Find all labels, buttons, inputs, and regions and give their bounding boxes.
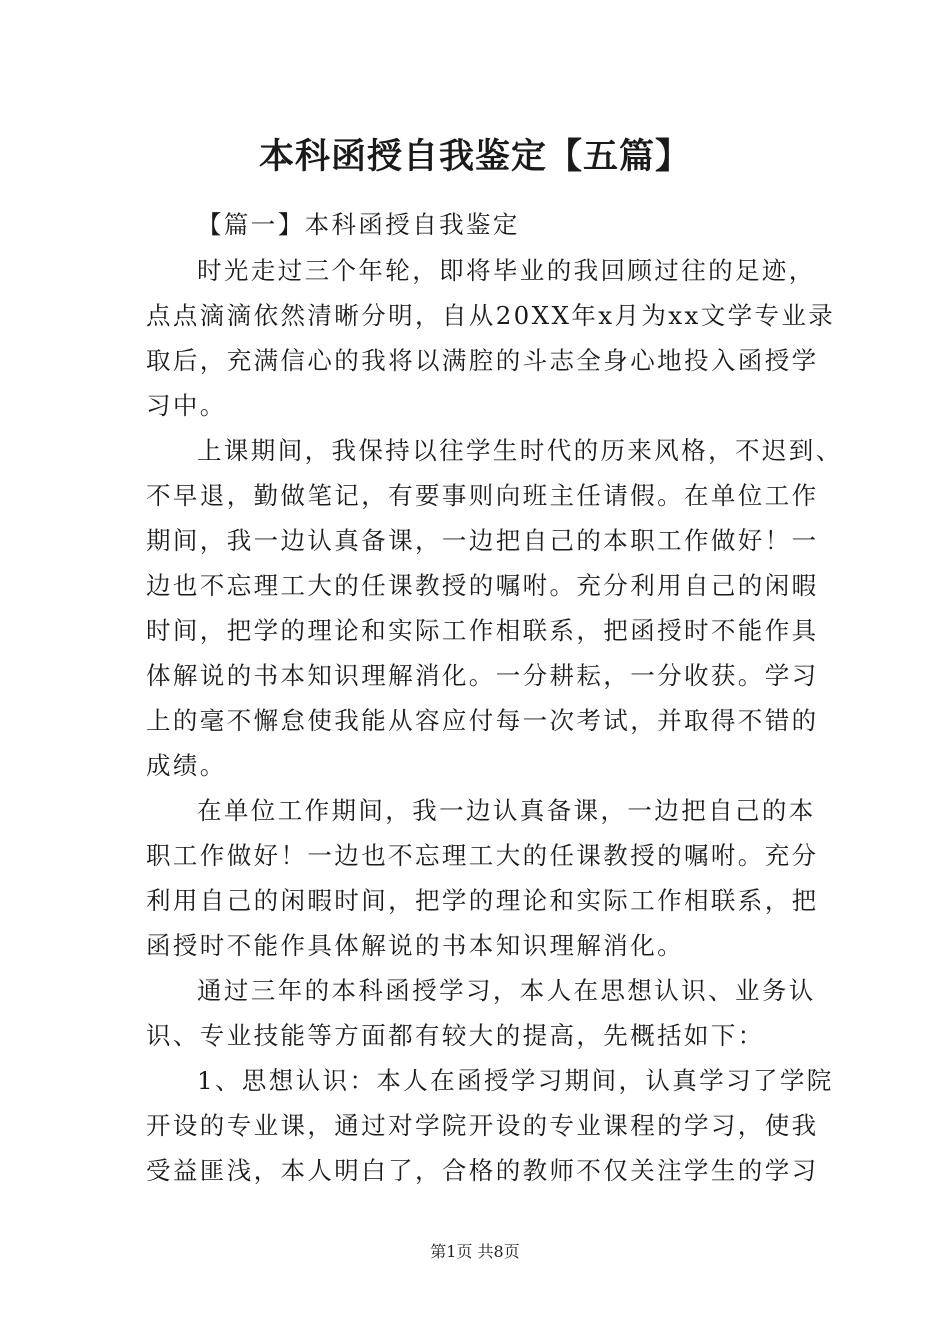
document-title: 本科函授自我鉴定【五篇】 bbox=[258, 136, 691, 177]
paragraph-line: 时间，把学的理论和实际工作相联系，把函授时不能作具 bbox=[146, 616, 819, 645]
paragraph-line: 在单位工作期间，我一边认真备课，一边把自己的本 bbox=[197, 796, 816, 825]
paragraph-line: 职工作做好！一边也不忘理工大的任课教授的嘱咐。充分 bbox=[146, 841, 819, 870]
paragraph-line: 取后，充满信心的我将以满腔的斗志全身心地投入函授学 bbox=[146, 346, 819, 375]
paragraph-line: 通过三年的本科函授学习，本人在思想认识、业务认 bbox=[197, 976, 816, 1005]
paragraph-line: 点点滴滴依然清晰分明，自从20XX年x月为xx文学专业录 bbox=[146, 301, 836, 330]
section-heading: 【篇一】本科函授自我鉴定 bbox=[197, 210, 520, 239]
paragraph-line: 时光走过三个年轮，即将毕业的我回顾过往的足迹， bbox=[197, 256, 816, 285]
paragraph-line: 开设的专业课，通过对学院开设的专业课程的学习，使我 bbox=[146, 1111, 819, 1140]
paragraph-line: 边也不忘理工大的任课教授的嘱咐。充分利用自己的闲暇 bbox=[146, 571, 819, 600]
paragraph-line: 上课期间，我保持以往学生时代的历来风格，不迟到、 bbox=[197, 436, 843, 465]
paragraph-line: 1、思想认识：本人在函授学习期间，认真学习了学院 bbox=[197, 1066, 834, 1095]
paragraph-line: 成绩。 bbox=[146, 751, 227, 780]
paragraph-line: 利用自己的闲暇时间，把学的理论和实际工作相联系，把 bbox=[146, 886, 819, 915]
paragraph-line: 体解说的书本知识理解消化。一分耕耘，一分收获。学习 bbox=[146, 661, 819, 690]
paragraph-line: 期间，我一边认真备课，一边把自己的本职工作做好！一 bbox=[146, 526, 819, 555]
page-number-footer: 第1页 共8页 bbox=[430, 1242, 520, 1261]
paragraph-line: 不早退，勤做笔记，有要事则向班主任请假。在单位工作 bbox=[146, 481, 819, 510]
paragraph-line: 识、专业技能等方面都有较大的提高，先概括如下： bbox=[146, 1021, 765, 1050]
paragraph-line: 上的毫不懈怠使我能从容应付每一次考试，并取得不错的 bbox=[146, 706, 819, 735]
paragraph-line: 函授时不能作具体解说的书本知识理解消化。 bbox=[146, 931, 684, 960]
paragraph-line: 受益匪浅，本人明白了，合格的教师不仅关注学生的学习 bbox=[146, 1156, 819, 1185]
paragraph-line: 习中。 bbox=[146, 391, 227, 420]
